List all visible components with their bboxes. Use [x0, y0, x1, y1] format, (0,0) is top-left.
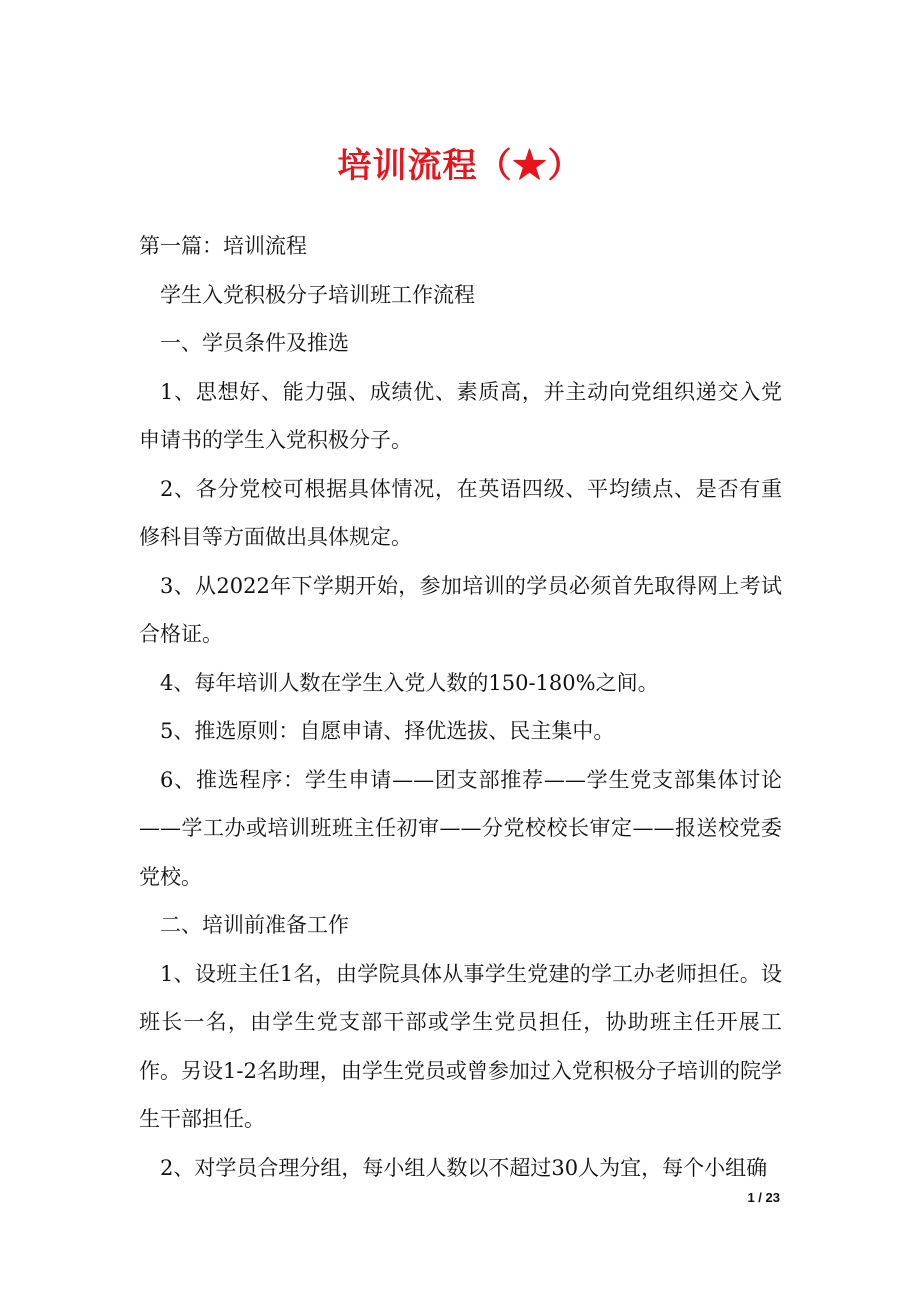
paragraph: 3、从2022年下学期开始，参加培训的学员必须首先取得网上考试合格证。 [139, 573, 782, 646]
section-heading: 第一篇：培训流程 [139, 234, 307, 258]
paragraph: 二、培训前准备工作 [160, 913, 349, 937]
paragraph: 学生入党积极分子培训班工作流程 [160, 282, 475, 307]
paragraph: 5、推选原则：自愿申请、择优选拔、民主集中。 [160, 719, 615, 743]
paragraph: 1、思想好、能力强、成绩优、素质高，并主动向党组织递交入党申请书的学生入党积极分子。 [139, 379, 782, 452]
paragraph: 1、设班主任1名，由学院具体从事学生党建的学工办老师担任。设班长一名，由学生党支部干部或学生党员担任，协助班主任开展工作。另设1-2名助理，由学生党员或曾参加过入党积极分子培训的院学生干部担任。 [139, 961, 782, 1131]
paragraph: 4、每年培训人数在学生入党人数的150-180%之间。 [160, 670, 659, 695]
paragraph: 一、学员条件及推选 [160, 331, 349, 355]
paragraph: 2、对学员合理分组，每小组人数以不超过30人为宜，每个小组确 [160, 1155, 768, 1180]
paragraph: 6、推选程序：学生申请——团支部推荐——学生党支部集体讨论——学工办或培训班班主任初审——分党校校长审定——报送校党委党校。 [139, 767, 782, 889]
paragraph: 2、各分党校可根据具体情况，在英语四级、平均绩点、是否有重修科目等方面做出具体规定。 [139, 476, 782, 549]
document-title: 培训流程（★） [337, 146, 583, 186]
document-body [139, 222, 782, 1192]
page-number: 1 / 23 [747, 1190, 780, 1205]
